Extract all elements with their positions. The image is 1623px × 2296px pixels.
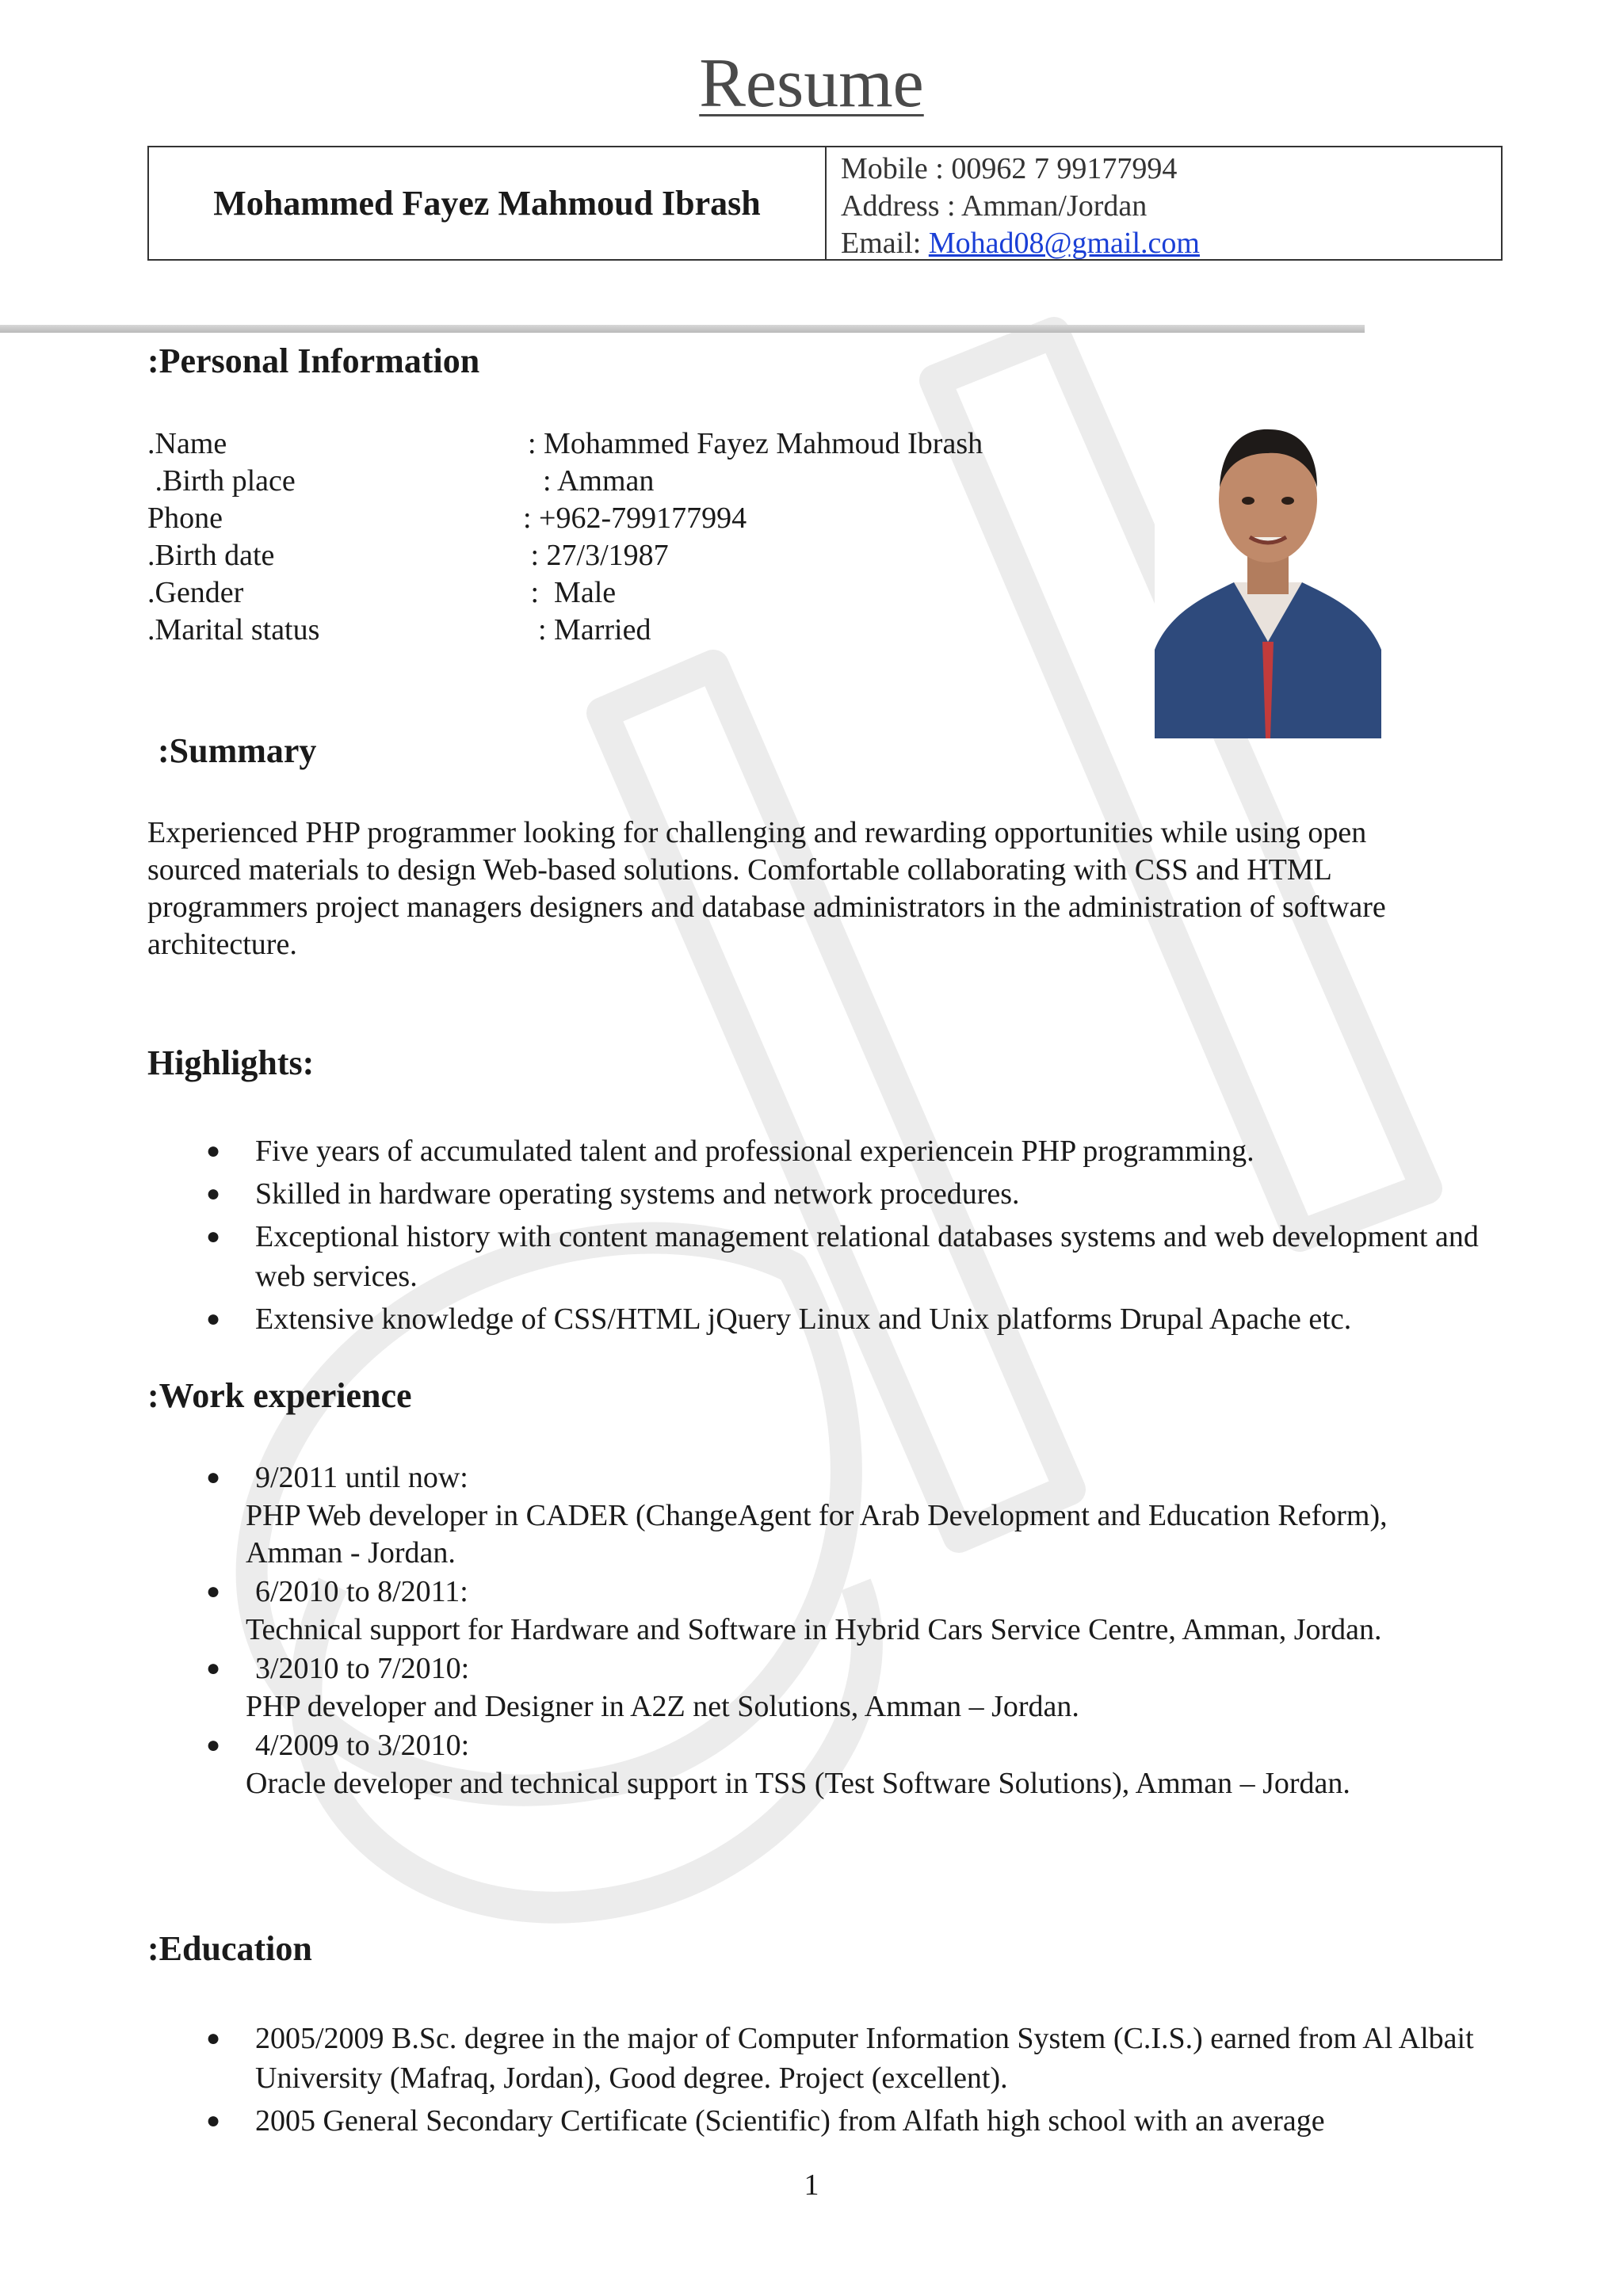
bullet-icon: ● <box>206 1578 221 1604</box>
email-label: Email: <box>841 227 929 260</box>
pi-value-birthdate: : 27/3/1987 <box>523 539 669 572</box>
pi-value-gender: : Male <box>523 576 617 609</box>
email-link[interactable]: Mohad08@gmail.com <box>928 227 1200 260</box>
list-item: ● Skilled in hardware operating systems and network procedures. <box>147 1174 1487 1214</box>
bullet-icon: ● <box>206 1464 221 1490</box>
pi-label-name: .Name <box>147 427 227 460</box>
bullet-icon: ● <box>206 1223 221 1249</box>
work-heading: :Work experience <box>147 1376 412 1415</box>
bullet-icon: ● <box>206 2107 221 2134</box>
bullet-icon: ● <box>206 1655 221 1681</box>
pi-label-marital: .Marital status <box>147 613 320 646</box>
summary-heading: :Summary <box>158 731 317 770</box>
bullet-icon: ● <box>206 2025 221 2051</box>
list-item: ● 2005 General Secondary Certificate (Scientific) from Alfath high school with an average <box>147 2101 1495 2141</box>
pi-value-birthplace: : Amman <box>528 464 655 498</box>
list-item: ● 4/2009 to 3/2010: Oracle developer and technical support in TSS (Test Software Solutions), Amman – Jordan. <box>147 1726 1487 1802</box>
pi-value-marital: : Married <box>523 613 651 646</box>
pi-label-birthplace: .Birth place <box>147 464 296 498</box>
pi-value-phone: : +962-799177994 <box>523 502 747 535</box>
personal-heading: :Personal Information <box>147 341 480 380</box>
pi-label-phone: Phone <box>147 502 223 535</box>
pi-label-birthdate: .Birth date <box>147 539 275 572</box>
bullet-icon: ● <box>206 1732 221 1758</box>
profile-photo <box>1155 412 1381 738</box>
email-line <box>841 225 1487 262</box>
highlights-heading: Highlights: <box>147 1043 315 1082</box>
bullet-icon: ● <box>206 1306 221 1332</box>
list-item: ● Exceptional history with content management relational databases systems and web development and web services. <box>147 1217 1487 1296</box>
education-heading: :Education <box>147 1929 312 1968</box>
highlights-list <box>147 1131 1487 1339</box>
bullet-icon: ● <box>206 1180 221 1207</box>
summary-text: Experienced PHP programmer looking for challenging and rewarding opportunities while using open sourced materials to design Web-based solutions. Comfortable collaborating with CSS and HTML programmers project managers designers and database administrators in the administration of software architecture. <box>147 816 1386 961</box>
page-number: 1 <box>804 2168 819 2202</box>
work-list <box>147 1458 1487 1802</box>
list-item: ● 9/2011 until now: PHP Web developer in CADER (ChangeAgent for Arab Development and Education Reform), Amman - Jordan. <box>147 1458 1487 1572</box>
mobile-text: Mobile : 00962 7 99177994 <box>841 152 1178 185</box>
header-box <box>147 146 1503 261</box>
list-item: ● Extensive knowledge of CSS/HTML jQuery Linux and Unix platforms Drupal Apache etc. <box>147 1299 1487 1339</box>
divider <box>0 325 1365 333</box>
pi-label-gender: .Gender <box>147 576 244 609</box>
pi-value-name: : Mohammed Fayez Mahmoud Ibrash <box>528 427 983 460</box>
list-item: ● 6/2010 to 8/2011: Technical support for Hardware and Software in Hybrid Cars Service Centre, Amman, Jordan. <box>147 1572 1487 1649</box>
page-title: Resume <box>699 45 924 122</box>
list-item: ● 2005/2009 B.Sc. degree in the major of Computer Information System (C.I.S.) earned from Al Albait University (Mafraq, Jordan), Good degree. Project (excellent). <box>147 2019 1495 2098</box>
list-item: ● Five years of accumulated talent and professional experiencein PHP programming. <box>147 1131 1487 1171</box>
education-list <box>147 2019 1495 2141</box>
bullet-icon: ● <box>206 1138 221 1164</box>
header-name: Mohammed Fayez Mahmoud Ibrash <box>149 147 827 259</box>
list-item: ● 3/2010 to 7/2010: PHP developer and Designer in A2Z net Solutions, Amman – Jordan. <box>147 1649 1487 1726</box>
address-text: Address : Amman/Jordan <box>841 189 1148 223</box>
header-contact <box>827 147 1501 259</box>
